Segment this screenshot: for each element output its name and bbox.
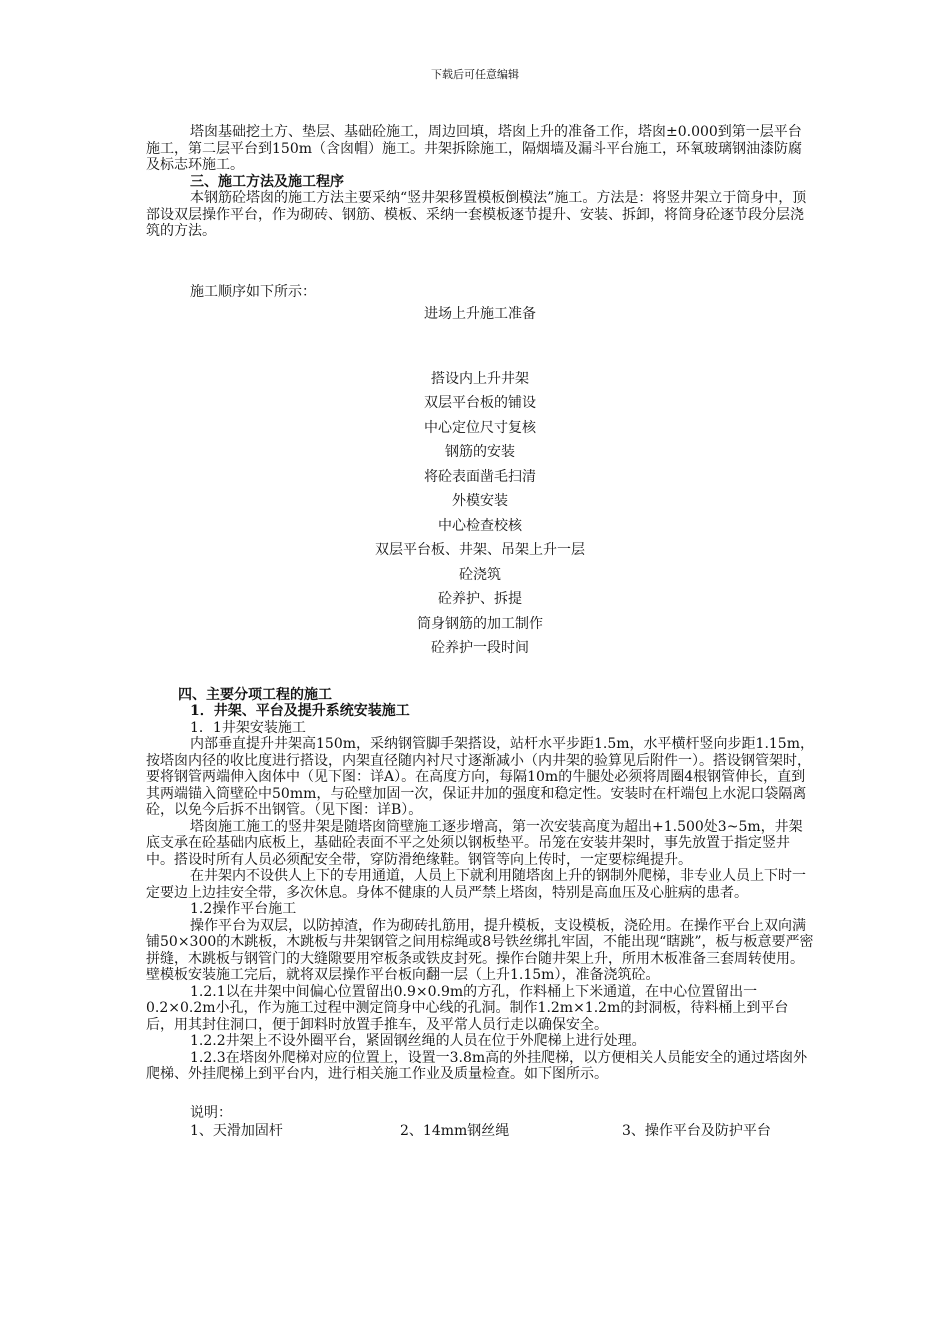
notes-list (146, 1123, 814, 1140)
document-body (146, 124, 814, 1140)
notes-label: 说明： (190, 1104, 232, 1121)
paragraph-access: 在井架内不设供人上下的专用通道，人员上下就利用随塔囱上升的钢制外爬梯，非专业人员上下时一定要边上边挂安全带，多次休息。身体不健康的人员严禁上塔囱，特别是高血压及心脏病的患者。 (146, 868, 806, 901)
note-item: 2、14mm钢丝绳 (400, 1123, 510, 1139)
paragraph-scope: 塔囱基础挖土方、垫层、基础砼施工，周边回填，塔囱上升的准备工作，塔囱±0.000到第一层平台施工，第二层平台到150m（含囱帽）施工。井架拆除施工，隔烟墙及漏斗平台施工，环氧玻璃钢油漆防腐及标志环施工。 (146, 124, 802, 173)
section-4-heading: 四、主要分项工程的施工 (178, 686, 332, 703)
flow-step: 中心定位尺寸复核 (424, 419, 536, 436)
spacer (146, 1083, 814, 1105)
note-item: 3、操作平台及防护平台 (622, 1123, 771, 1139)
paragraph-platform: 操作平台为双层，以防掉渣，作为砌砖扎筋用，提升模板，支设模板，浇砼用。在操作平台上双向满铺50×300的木跳板，木跳板与井架钢管之间用棕绳或8号铁丝绑扎牢固，不能出现“瞎跳”，板与板意要严密拼缝，木跳板与钢管门的大缝隙要用窄板条或铁皮封死。操作台随井架上升，所用木板准备三套周转使用。壁模板安装施工完后，就将双层操作平台板向翻一层（上升1.15m），准备浇筑砼。 (146, 917, 814, 983)
flow-step: 双层平台板、井架、吊架上升一层 (375, 542, 585, 558)
subsection-1-1-heading: 1．1井架安装施工 (190, 719, 306, 736)
paragraph-method: 本钢筋砼塔囱的施工方法主要采纳“竖井架移置模板倒模法”施工。方法是：将竖井架立于筒身中，顶部设双层操作平台，作为砌砖、钢筋、模板、采纳一套模板逐节提升、安装、拆卸，将筒身砼逐节段分层浇筑的方法。 (146, 190, 807, 239)
paragraph-1-2-2: 1.2.2井架上不设外圈平台，紧固钢丝绳的人员在位于外爬梯上进行处理。 (190, 1033, 646, 1049)
note-item: 1、天滑加固杆 (190, 1123, 283, 1139)
flow-step: 砼养护一段时间 (431, 640, 529, 656)
flow-step: 中心检查校核 (438, 517, 522, 534)
subsection-1-2-heading: 1.2操作平台施工 (190, 901, 297, 917)
spacer (146, 240, 814, 284)
page-header: 下载后可任意编辑 (431, 68, 519, 81)
flow-step: 钢筋的安装 (445, 444, 515, 460)
paragraph-1-2-1: 1.2.1以在井架中间偏心位置留出0.9×0.9m的方孔，作料桶上下米通道，在中心位置留出一0.2×0.2m小孔，作为施工过程中测定筒身中心线的孔洞。制作1.2m×1.2m的封洞板，待料桶上到平台后，用其封住洞口，便于卸料时放置手推车，及平常人员行走以确保安全。 (146, 983, 789, 1033)
spacer (146, 661, 814, 687)
flow-step: 双层平台板的铺设 (424, 395, 536, 411)
flow-step: 将砼表面凿毛扫清 (424, 468, 536, 485)
paragraph-derrick-rise: 塔囱施工施工的竖井架是随塔囱筒壁施工逐步增高，第一次安装高度为超出+1.500处3~5m，井架底支承在砼基础内底板上，基础砼表面不平之处须以钢板垫平。吊笼在安装井架时，事先放置于指定竖井中。搭设时所有人员必须配安全带，穿防滑绝缘鞋。钢管等向上传时，一定要棕绳提升。 (146, 818, 803, 868)
construction-sequence (146, 302, 814, 661)
sequence-intro: 施工顺序如下所示： (190, 283, 316, 300)
flow-step: 砼浇筑 (459, 566, 501, 583)
flow-step: 搭设内上升井架 (431, 370, 529, 387)
paragraph-1-2-3: 1.2.3在塔囱外爬梯对应的位置上，设置一3.8m高的外挂爬梯，以方便相关人员能安全的通过塔囱外爬梯、外挂爬梯上到平台内，进行相关施工作业及质量检查。如下图所示。 (146, 1049, 808, 1082)
flow-step: 筒身钢筋的加工制作 (417, 615, 543, 632)
subsection-1-heading: 1．井架、平台及提升系统安装施工 (190, 703, 410, 719)
flow-step: 砼养护、拆提 (438, 591, 522, 607)
paragraph-derrick-setup: 内部垂直提升井架高150m，采纳钢管脚手架搭设，站杆水平步距1.5m，水平横杆竖向步距1.15m，按塔囱内径的收比度进行搭设，内架直径随内衬尺寸逐渐减小（内井架的验算见后附件一）。搭设钢管架时，要将钢管两端伸入囱体中（见下图：详A）。在高度方向，每隔10m的牛腿处必须将周圈4根钢管伸长，直到其两端锚入筒壁砼中50mm，与砼壁加固一次，保证井加的强度和稳定性。安装时在杆端包上水泥口袋隔离砼，以免今后拆不出钢管。（见下图：详B）。 (146, 736, 814, 818)
flow-step: 进场上升施工准备 (424, 306, 536, 322)
section-3-heading: 三、施工方法及施工程序 (190, 173, 344, 190)
flow-step: 外模安装 (452, 493, 508, 509)
